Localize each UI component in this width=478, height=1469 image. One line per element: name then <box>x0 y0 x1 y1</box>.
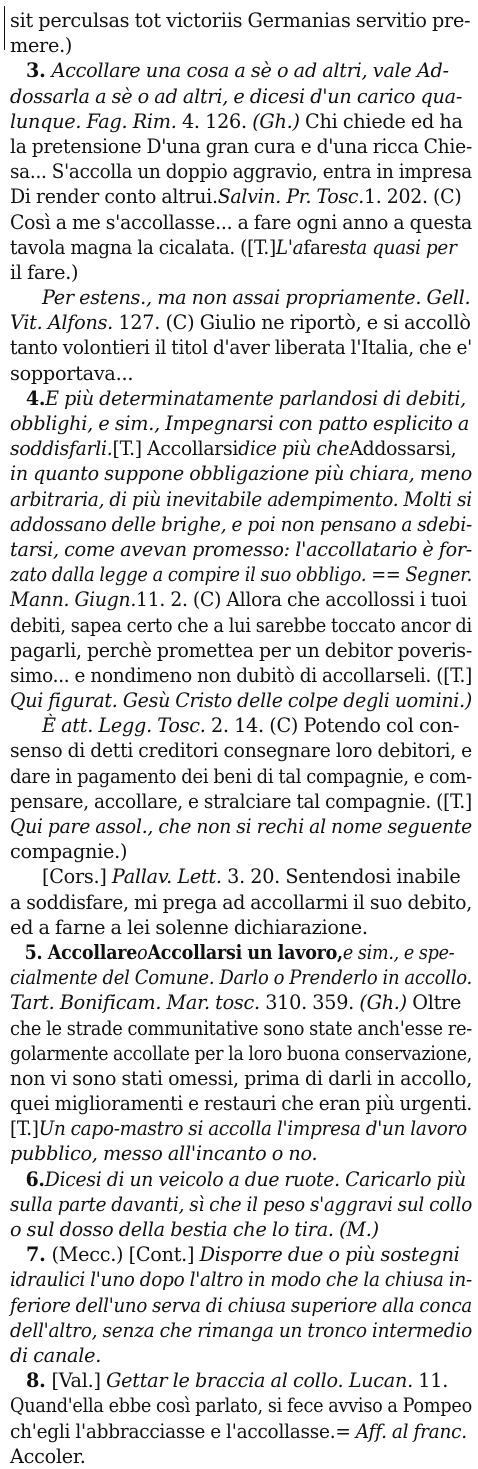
text-segment: Vit. Alfons. <box>10 311 119 335</box>
text-line <box>10 965 473 990</box>
text-segment: [T.] Accollarsi <box>112 437 239 461</box>
text-segment: obblighi, e sim., Impegnarsi con patto esplicito a <box>10 412 470 435</box>
text-segment: dell'altro, senza che rimanga un tronco intermedio <box>10 1318 472 1342</box>
text-segment: 3. <box>26 59 52 83</box>
text-line <box>10 33 472 58</box>
text-segment: il fare.) <box>10 260 79 284</box>
text-line <box>10 839 472 864</box>
text-segment: Tart. Bonificam. Mar. tosc. <box>10 991 266 1015</box>
text-line <box>10 613 473 638</box>
text-segment: o sul dosso della bestia che lo tira. (M.) <box>10 1218 379 1241</box>
text-line <box>10 814 472 839</box>
text-line <box>10 134 472 159</box>
text-segment: 11. 2. (C) Allora che accollossi i tuoi <box>136 588 467 612</box>
text-segment: compagnie.) <box>10 840 128 864</box>
text-segment: [Cors.] <box>42 865 112 889</box>
text-line <box>10 1091 473 1116</box>
text-line <box>10 1116 467 1141</box>
text-segment: 310. 359. <box>265 991 360 1015</box>
text-line <box>10 562 473 587</box>
text-line <box>10 109 472 134</box>
text-segment: soddisfarli. <box>10 437 113 461</box>
text-segment: addossano delle brighe, e poi non pensano a sdebi- <box>10 512 473 536</box>
text-segment: 5. Accollare <box>24 940 138 964</box>
text-segment: pubblico, messo all'incanto o no. <box>10 1142 318 1166</box>
text-line <box>10 890 473 915</box>
text-segment: 2. 14. (C) Potendo col con- <box>210 714 460 738</box>
text-line <box>10 512 473 537</box>
text-line <box>10 461 472 486</box>
text-segment: ed a farne a lei solenne dichiarazione. <box>10 915 368 939</box>
text-line <box>10 789 473 814</box>
text-segment: e sim., e spe- <box>342 940 455 964</box>
text-segment: Mann. Giugn. <box>10 588 137 612</box>
text-segment: sa... S'accolla un doppio aggravio, entra in impresa <box>10 160 472 184</box>
text-segment: [T.] <box>10 1117 39 1141</box>
text-segment: Pallav. Lett. <box>111 865 228 889</box>
text-segment: Qui pare assol., che non si rechi al nome seguente <box>10 815 472 838</box>
text-segment: mere.) <box>10 34 73 58</box>
text-line <box>10 1444 472 1469</box>
text-segment: 4. 126. <box>181 109 253 133</box>
text-line <box>10 58 472 83</box>
text-segment: lunque. Fag. Rim. <box>10 109 182 133</box>
text-segment: Salvin. Pr. Tosc. <box>217 185 364 209</box>
text-line <box>10 335 473 360</box>
text-line <box>10 1016 472 1041</box>
text-line <box>10 688 473 713</box>
text-line <box>10 1242 472 1267</box>
text-segment: o <box>137 940 148 964</box>
text-segment: tarsi, come avevan promesso: l'accollatario è for- <box>10 537 473 561</box>
text-segment: (Gh.) <box>359 991 407 1015</box>
text-line <box>10 1167 466 1192</box>
text-line <box>10 1293 472 1318</box>
text-segment: Di render conto altrui. <box>10 185 218 209</box>
text-segment: golarmente accollate per la loro buona conservazione, <box>10 1041 472 1065</box>
text-segment: non vi sono stati omessi, prima di darli in accollo, <box>10 1066 473 1090</box>
text-segment: di canale. <box>10 1343 102 1367</box>
text-line <box>10 487 473 512</box>
text-segment: = Aff. al franc. <box>335 1419 467 1443</box>
text-segment: pagarli, perchè promettea per un debitor poveris- <box>10 638 472 662</box>
text-segment: Accollare una cosa a sè o ad altri, vale Ad- <box>51 59 449 83</box>
text-segment: idraulici l'uno dopo l'altro in modo che la chiusa in- <box>10 1268 472 1292</box>
text-line <box>10 310 472 335</box>
text-segment: Per estens., ma non assai propriamente. Gell. <box>42 286 471 310</box>
text-segment: L'a <box>275 235 304 259</box>
text-line <box>10 738 473 763</box>
text-segment: Gettar le braccia al collo. Lucan. <box>106 1369 419 1393</box>
text-line <box>10 285 472 310</box>
text-segment: dossarla a sè o ad altri, e dicesi d'un carico qua- <box>10 84 463 108</box>
text-line <box>10 260 472 285</box>
text-segment: sta quasi per <box>339 235 457 259</box>
text-segment: 127. (C) Giulio ne riportò, e si accollò <box>118 311 471 335</box>
text-segment: 4. <box>25 386 46 410</box>
text-segment: che le strade communitative sono state anch'esse re- <box>10 1016 472 1040</box>
text-line <box>10 1318 472 1343</box>
text-line <box>10 411 472 436</box>
text-segment: Accollarsi un lavoro, <box>147 940 343 964</box>
text-line <box>10 386 467 411</box>
text-segment: feriore dell'uno serva di chiusa superiore alla conca <box>10 1293 472 1317</box>
text-segment: Quand'ella ebbe così parlato, si fece avviso a Pompeo <box>10 1394 472 1418</box>
text-line <box>10 210 472 235</box>
text-line <box>10 1192 472 1217</box>
margin-rule <box>4 6 5 50</box>
text-segment: senso di detti creditori consegnare loro debitori, e <box>10 739 473 763</box>
text-segment: Accoler. <box>10 1444 86 1468</box>
text-segment: sulla parte davanti, sì che il peso s'aggravi sul collo <box>10 1192 472 1216</box>
text-line <box>10 1267 472 1292</box>
text-segment: in quanto suppone obbligazione più chiara, meno <box>10 462 472 486</box>
text-segment: Oltre <box>406 991 462 1015</box>
text-line <box>10 361 472 386</box>
text-segment: (Gh.) <box>252 109 300 133</box>
text-segment: Così a me s'accollasse... a fare ogni anno a questa <box>10 210 472 234</box>
text-segment: tanto volontieri il titol d'aver liberata l'Italia, che e' <box>10 336 473 360</box>
text-segment: 3. 20. Sentendosi inabile <box>227 865 461 889</box>
text-segment: la pretensione D'una gran cura e d'una ricca Chie- <box>10 134 472 158</box>
text-line <box>10 587 467 612</box>
text-line <box>10 8 472 33</box>
text-segment: 7. <box>26 1243 52 1267</box>
text-line <box>10 1343 472 1368</box>
text-line <box>10 990 472 1015</box>
text-segment: tavola magna la cicalata. ([T.] <box>10 235 276 259</box>
text-line <box>10 1419 467 1444</box>
text-segment: 1. 202. (C) <box>363 185 462 209</box>
entry-text-body <box>10 8 472 1469</box>
text-line <box>10 1368 472 1393</box>
text-segment: Chi chiede ed ha <box>299 109 463 133</box>
text-segment: È att. Legg. Tosc. <box>42 714 211 738</box>
text-segment: cialmente del Comune. Darlo o Prenderlo in accollo. <box>10 966 473 990</box>
text-line <box>10 1041 472 1066</box>
text-line <box>10 436 461 461</box>
text-line <box>10 764 473 789</box>
text-line <box>10 940 455 965</box>
text-segment: sopportava... <box>10 361 134 385</box>
text-segment: dice più che <box>238 437 350 461</box>
text-segment: 8. <box>26 1369 52 1393</box>
text-segment: a soddisfare, mi prega ad accollarmi il suo debito, <box>10 890 473 914</box>
text-line <box>10 235 457 260</box>
text-line <box>10 159 472 184</box>
text-segment: Addossarsi, <box>349 437 457 461</box>
text-segment: dare in pagamento dei beni di tal compagnie, e com- <box>10 764 473 788</box>
text-segment: (Mecc.) [Cont.] <box>51 1243 200 1267</box>
text-line <box>10 663 473 688</box>
text-line <box>10 1217 472 1242</box>
text-line <box>10 1141 472 1166</box>
text-line <box>10 1066 473 1091</box>
text-segment: ch'egli l'abbracciasse e l'accollasse. <box>10 1419 336 1443</box>
text-segment: debiti, sapea certo che a lui sarebbe toccato ancor di <box>10 613 473 637</box>
text-line <box>10 184 464 209</box>
text-segment: arbitraria, di più inevitabile adempimento. Molti si <box>10 487 473 511</box>
text-line <box>10 1393 472 1418</box>
text-segment: 6. <box>25 1167 45 1191</box>
text-segment: simo... e nondimeno non dubitò di accollarseli. ([T.] <box>10 663 473 687</box>
text-segment: sit perculsas tot victoriis Germanias servitio pre- <box>10 9 471 32</box>
text-line <box>10 915 472 940</box>
text-segment: quei miglioramenti e restauri che eran più urgenti. <box>10 1092 473 1116</box>
text-line <box>10 864 472 889</box>
text-segment: zato dalla legge a compire il suo obbligo. == Segner. <box>10 563 473 587</box>
text-line <box>10 537 471 562</box>
text-line <box>10 84 472 109</box>
text-segment: Disporre due o più sostegni <box>199 1243 460 1267</box>
text-line <box>10 638 472 663</box>
text-segment: fare <box>303 235 340 259</box>
text-segment: pensare, accollare, e stralciare tal compagnie. ([T.] <box>10 789 473 813</box>
text-segment: E più determinatamente parlandosi di debiti, <box>45 386 466 410</box>
text-segment: Un capo-mastro si accolla l'impresa d'un lavoro <box>38 1117 467 1141</box>
text-segment: Dicesi di un veicolo a due ruote. Caricarlo più <box>44 1167 466 1191</box>
text-segment: 11. <box>418 1369 449 1393</box>
text-segment: [Val.] <box>51 1369 107 1393</box>
text-segment: Qui figurat. Gesù Cristo delle colpe degli uomini.) <box>10 689 473 713</box>
text-line <box>10 713 472 738</box>
